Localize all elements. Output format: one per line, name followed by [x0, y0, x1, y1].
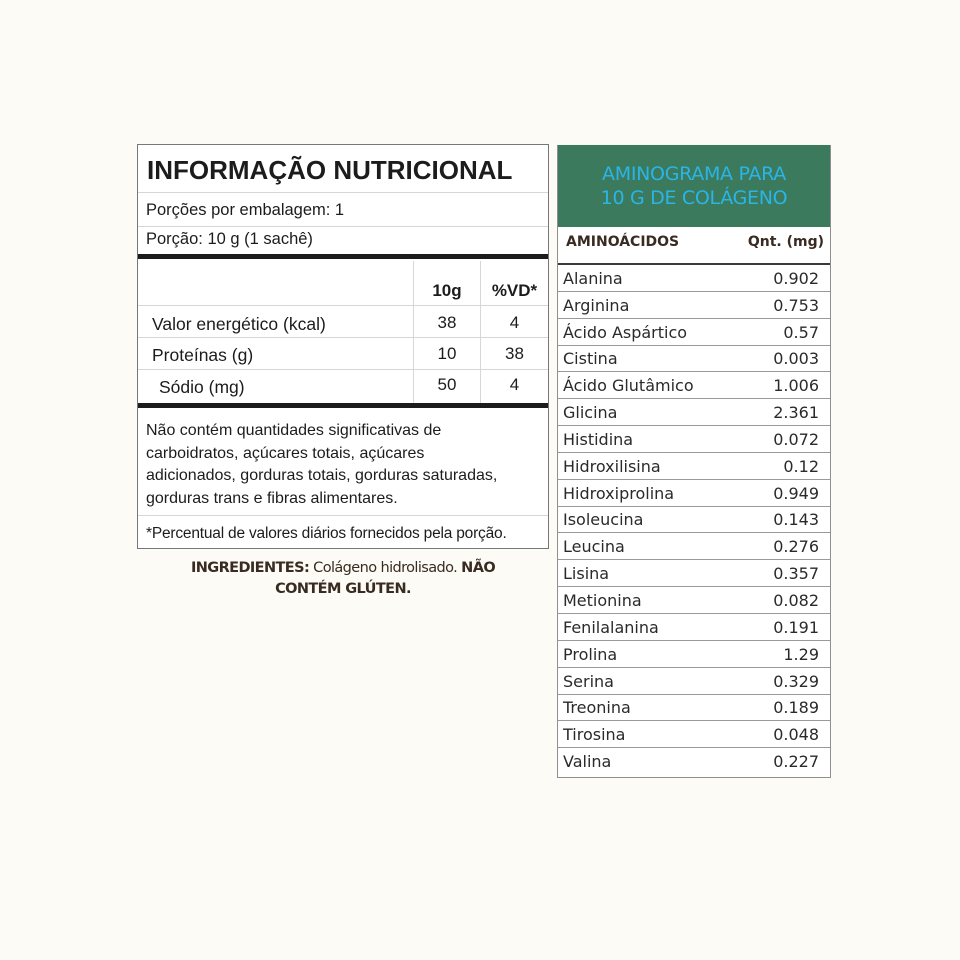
ingredients-text: Colágeno hidrolisado. [313, 560, 458, 576]
amino-row [558, 453, 830, 480]
amino-value: 0.357 [773, 564, 819, 584]
divider [138, 369, 548, 370]
amino-value: 0.189 [773, 698, 819, 718]
amino-name: Metionina [563, 591, 642, 611]
row-dv-sodium: 4 [509, 375, 520, 394]
amino-name: Fenilalanina [563, 617, 659, 637]
row-label-energy: Valor energético (kcal) [152, 314, 326, 334]
amino-name: Glicina [563, 403, 618, 423]
row-dv-protein: 38 [505, 344, 524, 363]
amino-row [558, 695, 830, 722]
amino-name: Leucina [563, 537, 625, 557]
notes-line: gorduras trans e fibras alimentares. [146, 489, 398, 507]
amino-value: 0.949 [773, 483, 819, 503]
amino-value: 0.003 [773, 349, 819, 369]
amino-name: Prolina [563, 644, 618, 664]
gluten-warning-part1: NÃO [461, 560, 496, 576]
thick-divider [138, 254, 548, 259]
amino-row [558, 560, 830, 587]
amino-value: 0.57 [783, 322, 819, 342]
servings-per-package: Porções por embalagem: 1 [146, 201, 345, 219]
thick-divider [138, 403, 548, 408]
amino-row [558, 265, 830, 292]
nutrition-notes [146, 420, 544, 510]
row-label-sodium: Sódio (mg) [159, 377, 245, 397]
amino-value: 0.227 [773, 752, 819, 772]
amino-row [558, 748, 830, 775]
amino-row [558, 721, 830, 748]
aminogram-table [557, 145, 831, 778]
row-amount-energy: 38 [437, 313, 457, 332]
amino-name: Histidina [563, 429, 634, 449]
divider [138, 515, 548, 516]
amino-row [558, 534, 830, 561]
amino-row [558, 372, 830, 399]
amino-name: Alanina [563, 268, 623, 288]
amino-row [558, 319, 830, 346]
ingredients-block [140, 558, 546, 600]
amino-value: 2.361 [773, 403, 819, 423]
gluten-warning-part2: CONTÉM GLÚTEN. [275, 581, 411, 597]
amino-name: Hidroxiprolina [563, 483, 675, 503]
aminogram-title-line2: 10 G DE COLÁGENO [600, 187, 788, 209]
amino-name: Isoleucina [563, 510, 644, 530]
amino-name: Ácido Aspártico [563, 322, 688, 342]
amino-value: 0.082 [773, 591, 819, 611]
amino-value: 1.006 [773, 376, 819, 396]
amino-row [558, 587, 830, 614]
ingredients-line-1 [140, 558, 546, 579]
amino-name: Cistina [563, 349, 618, 369]
amino-name: Treonina [563, 698, 631, 718]
nutrition-facts-table [137, 144, 549, 549]
amino-name: Ácido Glutâmico [563, 376, 694, 396]
divider [138, 305, 548, 306]
footnote: *Percentual de valores diários fornecidos pela porção. [146, 525, 507, 542]
amino-value: 0.753 [773, 295, 819, 315]
amino-row [558, 507, 830, 534]
amino-row [558, 399, 830, 426]
amino-row [558, 346, 830, 373]
amino-name: Arginina [563, 295, 630, 315]
amino-row [558, 668, 830, 695]
amino-name: Lisina [563, 564, 610, 584]
notes-line: Não contém quantidades significativas de [146, 422, 442, 439]
amino-col-qty: Qnt. (mg) [747, 234, 824, 250]
amino-row [558, 426, 830, 453]
nutrition-title: INFORMAÇÃO NUTRICIONAL [147, 155, 513, 185]
amino-value: 0.143 [773, 510, 819, 530]
amino-value: 0.191 [773, 617, 819, 637]
amino-value: 0.12 [783, 456, 819, 476]
amino-name: Serina [563, 671, 614, 691]
row-label-protein: Proteínas (g) [152, 345, 254, 365]
serving-size: Porção: 10 g (1 sachê) [146, 230, 313, 248]
amino-value: 1.29 [783, 644, 819, 664]
amino-value: 0.048 [773, 725, 819, 745]
amino-row [558, 292, 830, 319]
amino-value: 0.902 [773, 268, 819, 288]
amino-name: Hidroxilisina [563, 456, 661, 476]
ingredients-line-2 [140, 579, 546, 600]
divider [138, 192, 548, 193]
amino-row [558, 641, 830, 668]
amino-value: 0.072 [773, 429, 819, 449]
row-dv-energy: 4 [509, 313, 520, 332]
aminogram-header [558, 145, 830, 227]
amino-row [558, 614, 830, 641]
ingredients-label: INGREDIENTES: [190, 560, 310, 576]
amino-value: 0.276 [773, 537, 819, 557]
amino-name: Tirosina [563, 725, 626, 745]
notes-line: carboidratos, açúcares totais, açúcares [146, 444, 425, 462]
divider [138, 226, 548, 227]
amino-row [558, 480, 830, 507]
dv-header: %VD* [491, 281, 538, 300]
row-amount-sodium: 50 [437, 375, 457, 394]
amino-name: Valina [563, 752, 612, 772]
aminogram-title-line1: AMINOGRAMA PARA [602, 163, 786, 185]
divider [138, 337, 548, 338]
row-amount-protein: 10 [437, 344, 457, 363]
notes-line: adicionados, gorduras totais, gorduras saturadas, [146, 467, 498, 484]
amino-value: 0.329 [773, 671, 819, 691]
amino-col-name: AMINOÁCIDOS [566, 234, 680, 250]
amount-header: 10g [432, 281, 462, 300]
